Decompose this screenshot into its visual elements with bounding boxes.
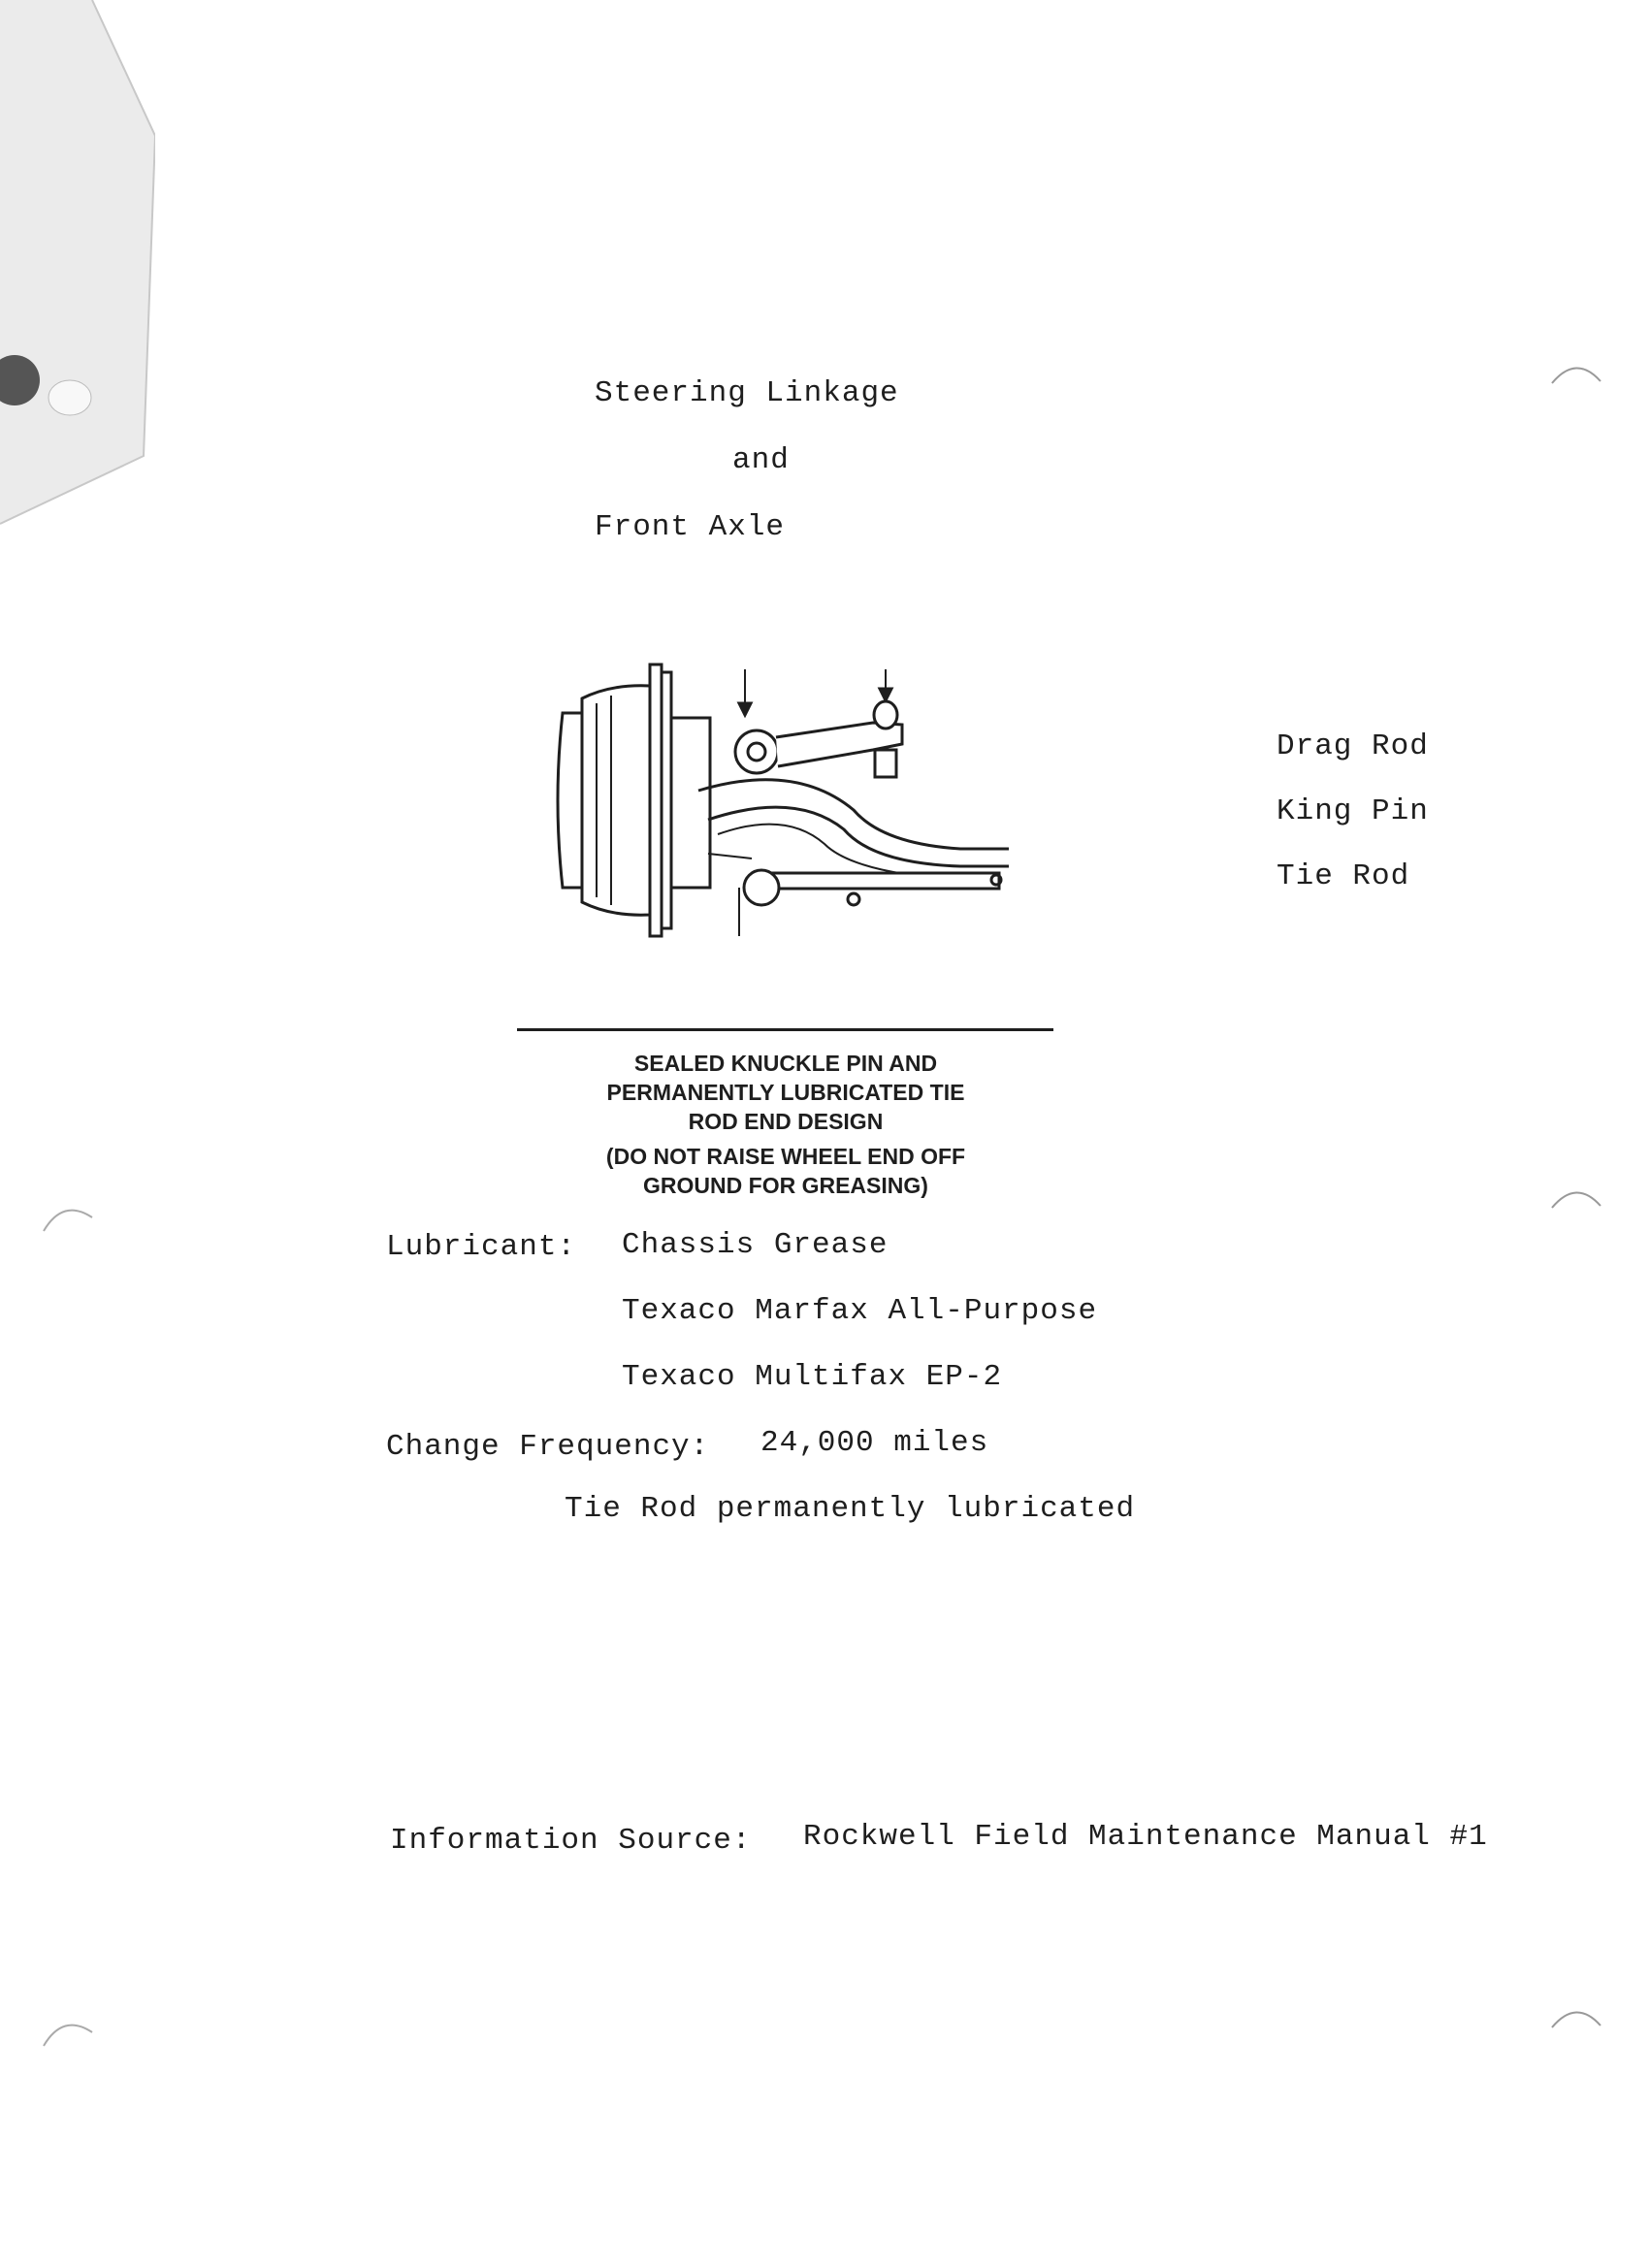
label-king-pin: King Pin [1277,794,1429,828]
title-line-1: Steering Linkage [595,376,899,410]
change-frequency-label: Change Frequency: [386,1430,710,1464]
title-line-3: Front Axle [595,510,786,544]
caption-line-4: (DO NOT RAISE WHEEL END OFF [605,1144,966,1169]
source-label: Information Source: [390,1824,752,1858]
change-frequency-value: 24,000 miles [760,1426,989,1460]
binder-hole-mark [39,1198,97,1233]
lubricant-value-3: Texaco Multifax EP-2 [622,1360,1003,1394]
change-frequency-note: Tie Rod permanently lubricated [565,1492,1136,1526]
binder-hole-mark [1547,1998,1605,2033]
lubricant-value-2: Texaco Marfax All-Purpose [622,1294,1098,1328]
lubricant-value-1: Chassis Grease [622,1228,889,1262]
folded-page-edge [0,0,155,543]
caption-divider [517,1028,1053,1031]
binder-hole-mark [39,2013,97,2048]
label-drag-rod: Drag Rod [1277,729,1429,763]
title-line-2: and [732,443,790,477]
caption-line-3: ROD END DESIGN [688,1109,884,1134]
label-tie-rod: Tie Rod [1277,859,1410,893]
caption-line-1: SEALED KNUCKLE PIN AND [633,1051,938,1076]
source-value: Rockwell Field Maintenance Manual #1 [803,1820,1488,1854]
binder-hole-mark [1547,354,1605,389]
caption-line-2: PERMANENTLY LUBRICATED TIE [606,1080,965,1105]
caption-line-5: GROUND FOR GREASING) [643,1173,928,1198]
binder-hole-mark [1547,1179,1605,1214]
front-axle-diagram [553,655,1009,946]
lubricant-label: Lubricant: [386,1230,577,1264]
